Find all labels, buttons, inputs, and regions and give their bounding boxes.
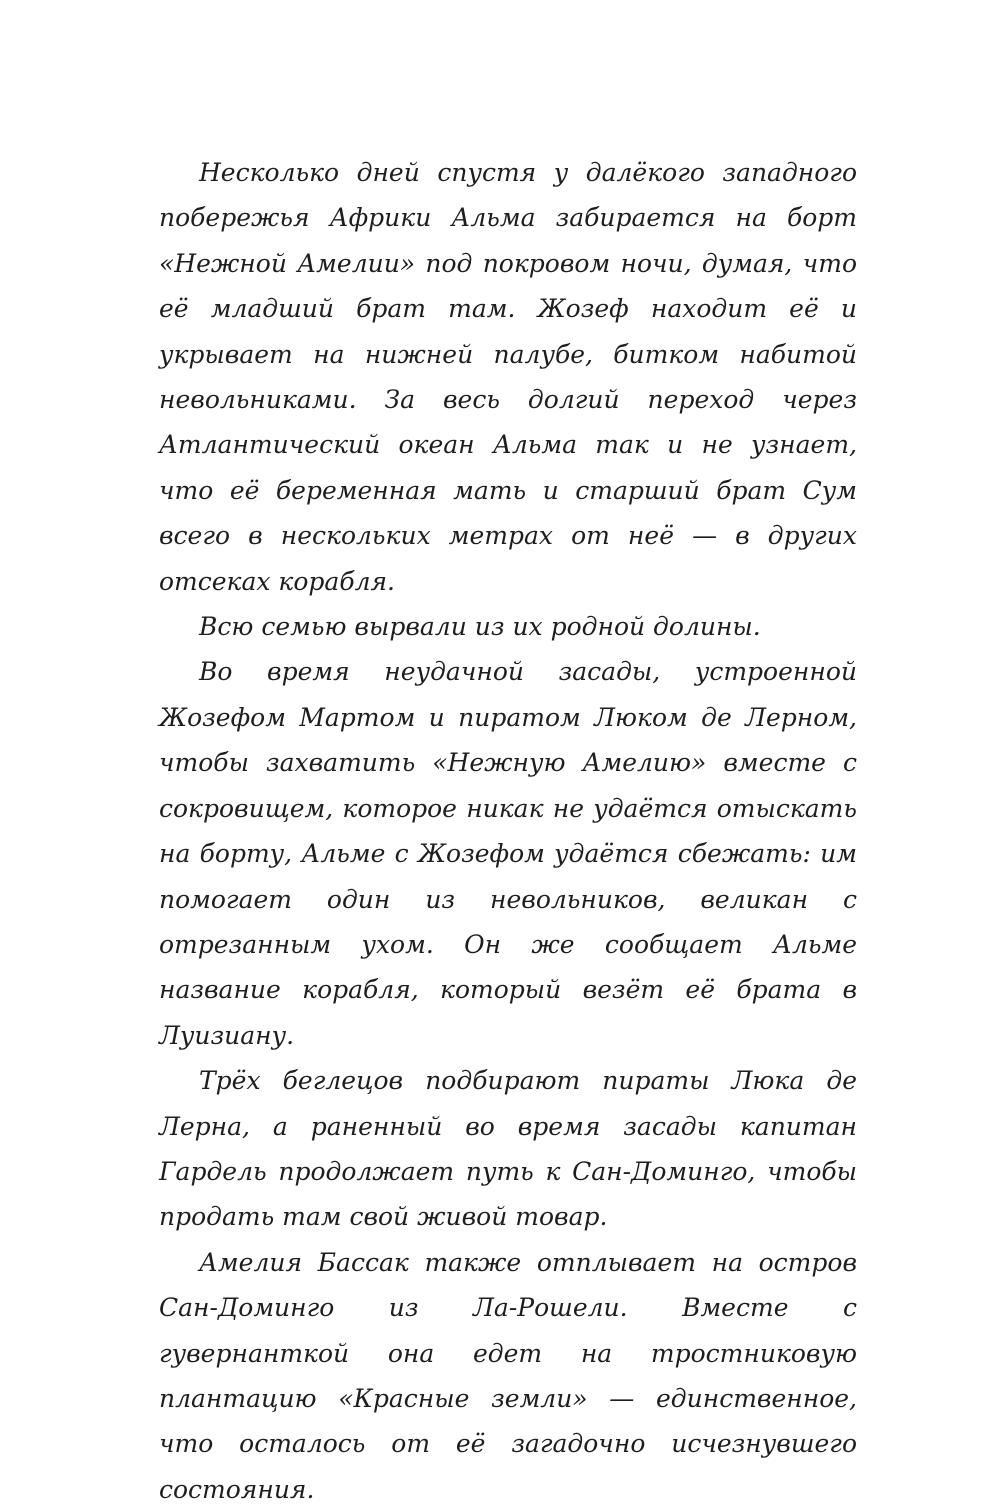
paragraph-5: Амелия Бассак также отплывает на остров Сан-Доминго из Ла-Рошели. Вместе с гувернанткой она едет на тростниковую плантацию «Красные земли» — единственное, что осталось от её загадочно исчезнувшего состояния.	[159, 1247, 857, 1504]
paragraph-4: Трёх беглецов подбирают пираты Люка де Лерна, а раненный во время засады капитан Гардель продолжает путь к Сан-Доминго, чтобы продать там свой живой товар.	[159, 1066, 857, 1232]
paragraph-2: Всю семью вырвали из их родной долины.	[199, 612, 761, 642]
body-text	[159, 150, 857, 1512]
paragraph-1: Несколько дней спустя у далёкого западного побережья Африки Альма забирается на борт «Нежной Амелии» под покровом ночи, думая, что её младший брат там. Жозеф находит её и укрывает на нижней палубе, битком набитой невольниками. За весь долгий переход через Атлантический океан Альма так и не узнает, что её беременная мать и старший брат Сум всего в нескольких метрах от неё — в других отсеках корабля.	[159, 158, 857, 596]
paragraph-3: Во время неудачной засады, устроенной Жозефом Мартом и пиратом Люком де Лерном, чтобы захватить «Нежную Амелию» вместе с сокровищем, которое никак не удаётся отыскать на борту, Альме с Жозефом удаётся сбежать: им помогает один из невольников, великан с отрезанным ухом. Он же сообщает Альме название корабля, который везёт её брата в Луизиану.	[159, 657, 857, 1050]
